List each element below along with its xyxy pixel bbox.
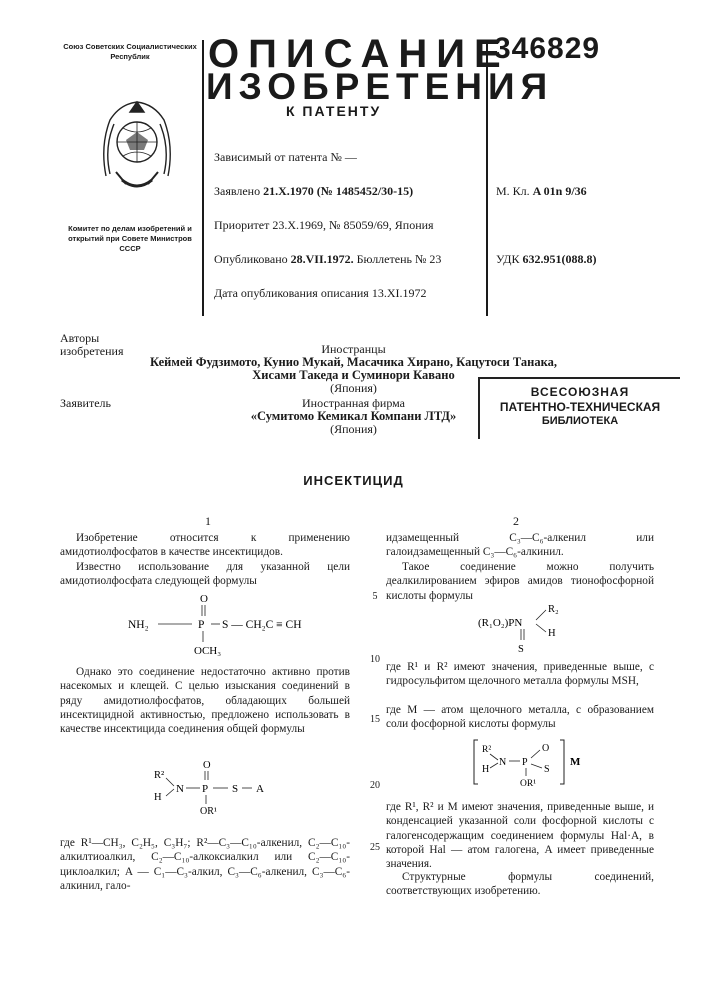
col1-p2: Известно использование для указанной цели амидотиолфосфата следующей формулы bbox=[60, 560, 350, 589]
f4-m: M bbox=[570, 756, 581, 768]
stamp-line-2: ПАТЕНТНО-ТЕХНИЧЕСКАЯ bbox=[480, 400, 680, 414]
applicant-country: (Япония) bbox=[0, 422, 707, 437]
published-date: Опубликовано 28.VII.1972. Бюллетень № 23 bbox=[214, 252, 441, 267]
f3-r2: R₂ bbox=[548, 604, 559, 615]
authors-names-1: Кеймей Фудзимото, Кунио Мукай, Масачика Хирано, Кацутоси Танака, bbox=[0, 355, 707, 370]
patent-number: 346829 bbox=[494, 32, 600, 66]
f3-group: (R₁O₂)PN bbox=[478, 617, 522, 629]
issuer-country: Союз Советских Социалистических Республик bbox=[60, 42, 200, 62]
authors-names-2: Хисами Такеда и Суминори Кавано bbox=[0, 368, 707, 383]
f4-h: H bbox=[482, 764, 489, 775]
applicant-label: Заявитель bbox=[60, 396, 111, 411]
f4-o: O bbox=[542, 743, 549, 754]
line-number-5: 5 bbox=[366, 591, 384, 602]
library-stamp bbox=[478, 377, 680, 439]
formula-2 bbox=[150, 756, 290, 820]
col1-p1: Изобретение относится к применению амидотиолфосфатов в качестве инсектицидов. bbox=[60, 531, 350, 560]
f4-n: N bbox=[499, 757, 506, 768]
authors-origin: Иностранцы bbox=[0, 342, 707, 357]
col2-p1: идзамещенный C₃—C₆-алкенил или галоидзамещенный C₃—C₆-алкинил. bbox=[386, 531, 654, 560]
col2-p3: где R¹ и R² имеют значения, приведенные выше, с гидросульфитом щелочного металла формулы MSH, bbox=[386, 660, 654, 689]
authors-label: Авторы изобретения bbox=[60, 332, 120, 358]
line-number-10: 10 bbox=[366, 654, 384, 665]
f3-h: H bbox=[548, 628, 556, 639]
f1-nh2: NH₂ bbox=[128, 619, 149, 631]
priority: Приоритет 23.X.1969, № 85059/69, Япония bbox=[214, 218, 434, 233]
applicant-origin: Иностранная фирма bbox=[0, 396, 707, 411]
f1-p: P bbox=[198, 619, 204, 631]
f2-h: H bbox=[154, 792, 162, 803]
classification: М. Кл. A 01n 9/36 bbox=[496, 184, 587, 199]
formula-4 bbox=[468, 734, 588, 794]
stamp-line-3: БИБЛИОТЕКА bbox=[480, 415, 680, 427]
formula-3 bbox=[476, 600, 586, 656]
f4-or1: OR¹ bbox=[520, 779, 536, 789]
f4-s: S bbox=[544, 764, 550, 775]
f1-o: O bbox=[200, 593, 208, 605]
f2-n: N bbox=[176, 783, 184, 795]
f2-or1: OR¹ bbox=[200, 806, 217, 817]
f2-s: S bbox=[232, 783, 238, 795]
f1-chain: S — CH₂C ≡ CH bbox=[222, 619, 302, 631]
column-number-1: 1 bbox=[205, 514, 211, 529]
issuer-committee: Комитет по делам изобретений и открытий при Совете Министров СССР bbox=[60, 224, 200, 254]
line-number-20: 20 bbox=[366, 780, 384, 791]
col1-p3: Однако это соединение недостаточно активно против насекомых и клещей. С целью изыскания соединений в ряду амидотиолфосфатов, обладающих большей инсектицидной активностью, предложено использовать в качестве инсектицида соединения общей формулы bbox=[60, 665, 350, 736]
document-title: ИНСЕКТИЦИД bbox=[0, 473, 707, 488]
filed-date: Заявлено 21.X.1970 (№ 1485452/30-15) bbox=[214, 184, 413, 199]
f2-o: O bbox=[203, 760, 211, 771]
description-date: Дата опубликования описания 13.XI.1972 bbox=[214, 286, 426, 301]
f2-p: P bbox=[202, 783, 208, 795]
col2-p2: Такое соединение можно получить деалкилированием эфиров амидов тионофосфорной кислоты формулы bbox=[386, 560, 654, 603]
dependent-patent: Зависимый от патента № — bbox=[214, 150, 357, 165]
column-number-2: 2 bbox=[513, 514, 519, 529]
f4-r2: R² bbox=[482, 745, 491, 755]
udk-code: УДК 632.951(088.8) bbox=[496, 252, 596, 267]
col2-p5: где R¹, R² и M имеют значения, приведенные выше, и конденсацией указанной соли фосфорной кислоты с галогенсодержащим соединением формулы Hal·A, в которой Hal — атом галогена, A имеет приведенные значения. bbox=[386, 800, 654, 871]
divider-left bbox=[202, 40, 204, 316]
stamp-line-1: ВСЕСОЮЗНАЯ bbox=[480, 385, 680, 399]
f2-a: A bbox=[256, 783, 264, 795]
formula-1 bbox=[120, 590, 310, 660]
doc-type-subtitle: ИЗОБРЕТЕНИЯ bbox=[206, 68, 553, 106]
line-number-15: 15 bbox=[366, 714, 384, 725]
line-number-25: 25 bbox=[366, 842, 384, 853]
col1-p4: где R¹—CH₃, C₂H₅, C₃H₇; R²—C₃—C₁₀-алкенил, C₂—C₁₀-алкилтиоалкил, C₂—C₁₀-алкоксиалкил или C₂—C₁₀-циклоалкил; A — C₁—C₃-алкил, C₃—C₆-алкенил, C₃—C₆-алкинил, гало- bbox=[60, 836, 350, 893]
f1-och3: OCH₃ bbox=[194, 645, 221, 657]
authors-country: (Япония) bbox=[0, 381, 707, 396]
patent-label: К ПАТЕНТУ bbox=[286, 103, 381, 119]
doc-type-title: ОПИСАНИЕ bbox=[208, 34, 510, 74]
col2-p6: Структурные формулы соединений, соответствующих изобретению. bbox=[386, 870, 654, 899]
col2-p4: где M — атом щелочного металла, с образованием соли фосфорной кислоты формулы bbox=[386, 703, 654, 732]
f2-r2: R² bbox=[154, 770, 164, 781]
f3-s: S bbox=[518, 644, 524, 655]
f4-p: P bbox=[522, 757, 528, 768]
state-emblem-icon bbox=[96, 96, 178, 196]
applicant-name: «Сумитомо Кемикал Компани ЛТД» bbox=[0, 409, 707, 424]
